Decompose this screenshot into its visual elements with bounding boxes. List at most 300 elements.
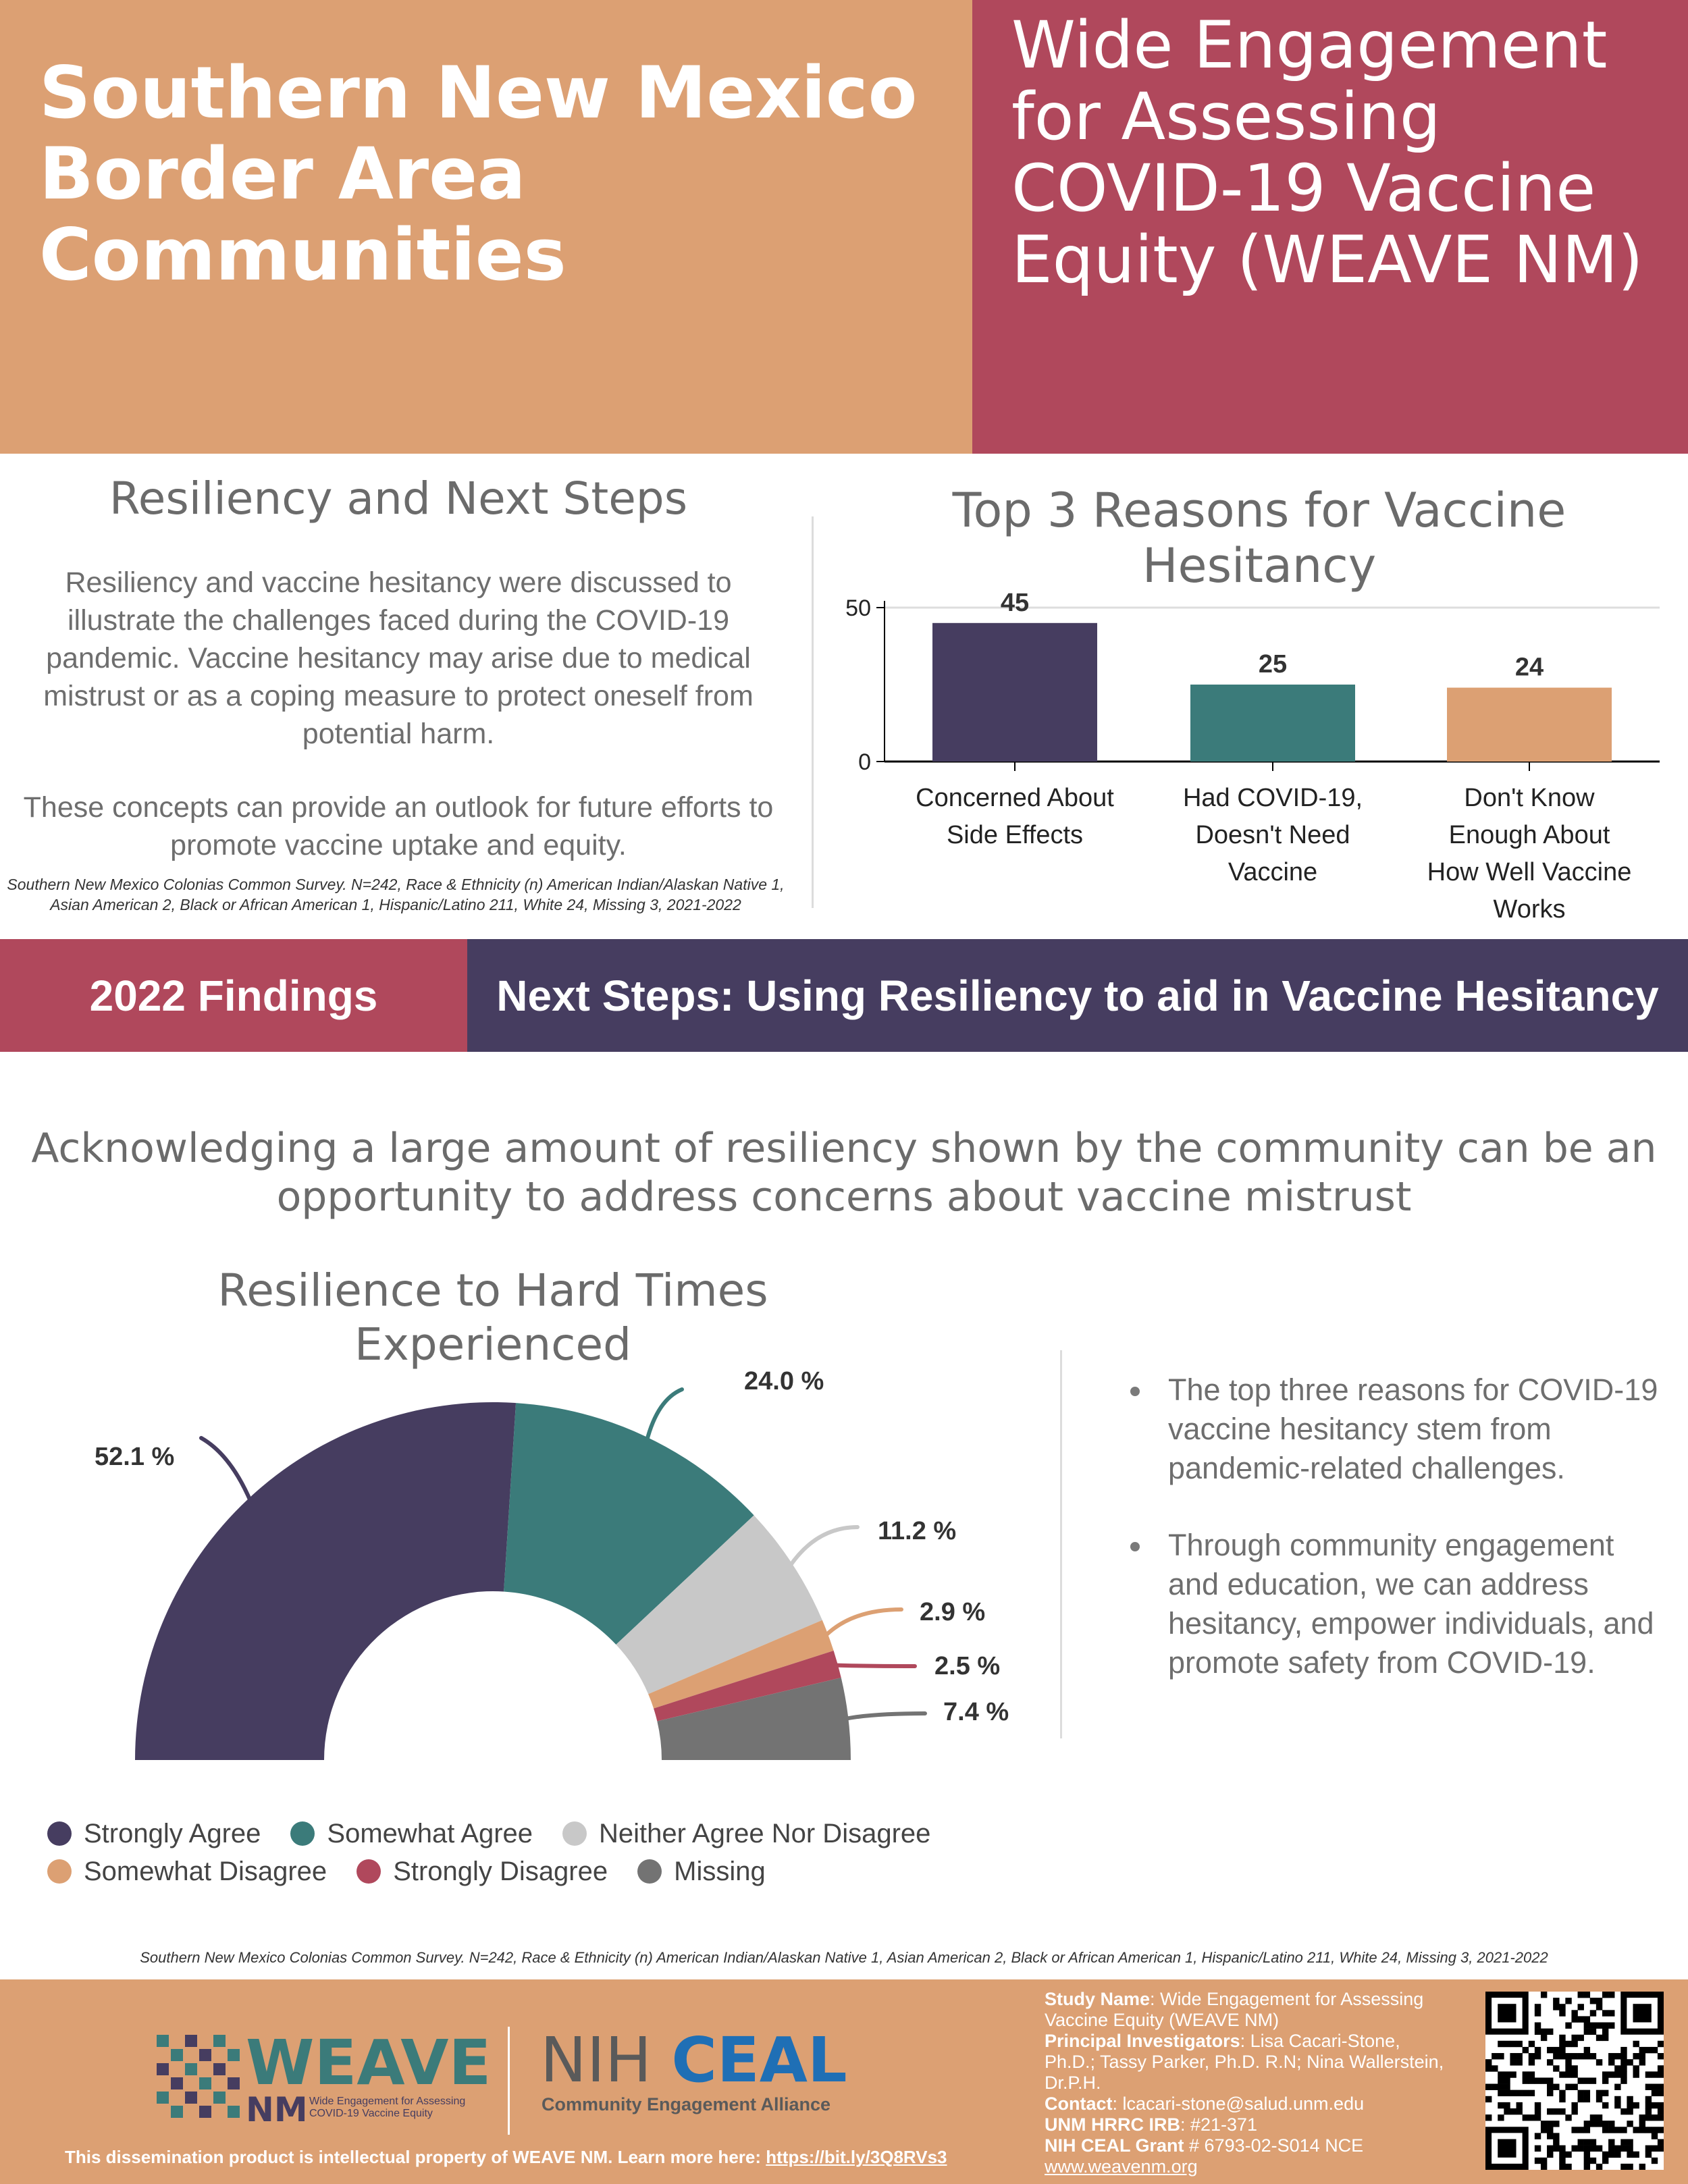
qr-module <box>1523 2071 1529 2077</box>
legend-label: Missing <box>674 1857 766 1886</box>
qr-module <box>1535 2114 1541 2121</box>
legend-item <box>637 1854 766 1889</box>
qr-module <box>1645 2071 1652 2077</box>
qr-code[interactable] <box>1485 1992 1664 2170</box>
qr-module <box>1541 2121 1547 2127</box>
qr-module <box>1498 2102 1504 2108</box>
qr-module <box>1602 2158 1608 2164</box>
ip-notice <box>65 2147 947 2168</box>
qr-module <box>1529 2059 1535 2065</box>
qr-module <box>1633 2102 1639 2108</box>
qr-module <box>1596 2035 1602 2041</box>
qr-module <box>1614 2146 1620 2152</box>
qr-module <box>1658 2065 1664 2071</box>
slice-value-label: 52.1 % <box>95 1443 175 1471</box>
qr-module <box>1620 2139 1627 2145</box>
weave-logo-tagline: Wide Engagement for Assessing COVID-19 Vaccine Equity <box>309 2096 466 2119</box>
legend-item <box>562 1816 930 1851</box>
qr-module <box>1565 1998 1571 2004</box>
leader-line <box>844 1713 925 1719</box>
qr-module <box>1584 2077 1590 2083</box>
qr-module <box>1516 2059 1523 2065</box>
qr-module <box>1504 2102 1510 2108</box>
header-left-panel <box>0 0 972 454</box>
qr-module <box>1529 2041 1535 2047</box>
qr-module <box>1627 2139 1633 2145</box>
nih-ceal-logo: NIH CEAL <box>540 2024 847 2096</box>
qr-module <box>1541 2077 1547 2083</box>
qr-module <box>1584 1992 1590 1998</box>
qr-module <box>1485 2065 1492 2071</box>
qr-module <box>1590 2146 1596 2152</box>
study-title: Wide Engagement for Assessing COVID-19 Vaccine Equity (WEAVE NM) <box>1011 7 1643 298</box>
qr-module <box>1614 2102 1620 2108</box>
qr-module <box>1658 2084 1664 2090</box>
qr-module <box>1627 2121 1633 2127</box>
qr-module <box>1608 2071 1614 2077</box>
qr-module <box>1620 2065 1627 2071</box>
legend-swatch <box>290 1821 315 1846</box>
qr-module <box>1571 2127 1577 2133</box>
qr-module <box>1614 2084 1620 2090</box>
qr-module <box>1498 2084 1504 2090</box>
qr-module <box>1510 2041 1516 2047</box>
qr-module <box>1571 2084 1577 2090</box>
qr-module <box>1559 2071 1565 2077</box>
qr-module <box>1596 2090 1602 2096</box>
qr-module <box>1553 2053 1559 2059</box>
logo-tile <box>171 2049 183 2061</box>
qr-module <box>1608 2121 1614 2127</box>
legend-item <box>290 1816 533 1851</box>
legend-swatch <box>47 1821 72 1846</box>
qr-module <box>1633 2041 1639 2047</box>
qr-module <box>1578 2139 1584 2145</box>
qr-module <box>1584 2152 1590 2158</box>
legend-swatch <box>562 1821 587 1846</box>
qr-module <box>1658 2053 1664 2059</box>
qr-module <box>1565 2071 1571 2077</box>
qr-module <box>1504 2077 1510 2083</box>
logo-divider <box>508 2027 510 2135</box>
leader-line <box>201 1438 251 1502</box>
logo-tile <box>199 2077 211 2089</box>
qr-module <box>1652 2071 1658 2077</box>
learn-more-link[interactable]: https://bit.ly/3Q8RVs3 <box>766 2147 947 2167</box>
qr-module <box>1571 2071 1577 2077</box>
qr-module <box>1602 2121 1608 2127</box>
qr-module <box>1633 2127 1639 2133</box>
chart-divider <box>1060 1350 1062 1738</box>
qr-module <box>1485 2096 1492 2102</box>
qr-module <box>1559 2096 1565 2102</box>
qr-module <box>1658 2090 1664 2096</box>
x-tick-label: Concerned About Side Effects <box>916 784 1114 849</box>
logo-tile <box>171 2106 183 2118</box>
findings-band: 2022 Findings <box>0 939 467 1052</box>
qr-module <box>1652 2133 1658 2139</box>
qr-module <box>1652 2127 1658 2133</box>
finding-bullet: Through community engagement and education, we can address hesitancy, empower individuals, and promote safety from COVID-19. <box>1129 1526 1662 1682</box>
qr-module <box>1584 2121 1590 2127</box>
slice-value-label: 2.9 % <box>920 1598 986 1626</box>
region-title: Southern New Mexico Border Area Communities <box>39 51 918 296</box>
qr-module <box>1658 2114 1664 2121</box>
study-info <box>1045 1989 1450 2177</box>
qr-module <box>1584 2029 1590 2035</box>
logo-tile <box>228 2049 240 2061</box>
slice-value-label: 24.0 % <box>744 1367 824 1395</box>
qr-module <box>1596 2096 1602 2102</box>
qr-module <box>1510 2059 1516 2065</box>
qr-module <box>1523 2114 1529 2121</box>
qr-module <box>1614 2071 1620 2077</box>
qr-module <box>1639 2164 1645 2170</box>
qr-module <box>1652 2158 1658 2164</box>
study-name-line: Study Name: Wide Engagement for Assessing Vaccine Equity (WEAVE NM) <box>1045 1989 1424 2030</box>
qr-module <box>1658 2146 1664 2152</box>
qr-module <box>1529 2071 1535 2077</box>
qr-module <box>1652 2084 1658 2090</box>
qr-module <box>1498 2114 1504 2121</box>
qr-module <box>1645 2102 1652 2108</box>
qr-module <box>1535 2029 1541 2035</box>
qr-module <box>1652 2102 1658 2108</box>
qr-module <box>1565 2164 1571 2170</box>
qr-module <box>1584 2127 1590 2133</box>
logo-tile <box>213 2092 226 2104</box>
qr-module <box>1535 2158 1541 2164</box>
bar <box>1447 688 1612 762</box>
qr-module <box>1516 2041 1523 2047</box>
qr-module <box>1535 2108 1541 2114</box>
qr-module <box>1658 2041 1664 2047</box>
qr-module <box>1620 2108 1627 2114</box>
legend-item <box>47 1854 327 1889</box>
qr-module <box>1535 2077 1541 2083</box>
qr-module <box>1645 2047 1652 2053</box>
qr-module <box>1658 2071 1664 2077</box>
survey-source-note: Southern New Mexico Colonias Common Survey. N=242, Race & Ethnicity (n) American Indian/Alaskan Native 1, Asian American 2, Black or African American 1, Hispanic/Latino 211, White 24, Missing 3, 2021-2022 <box>7 876 785 913</box>
qr-module <box>1571 2146 1577 2152</box>
qr-module <box>1645 2127 1652 2133</box>
qr-module <box>1639 2053 1645 2059</box>
qr-module <box>1645 2084 1652 2090</box>
legend-label: Somewhat Disagree <box>84 1857 327 1886</box>
qr-module <box>1547 2077 1553 2083</box>
slice-value-label: 7.4 % <box>943 1698 1009 1726</box>
qr-module <box>1578 2016 1584 2022</box>
qr-module <box>1504 2041 1510 2047</box>
qr-module <box>1559 2010 1565 2016</box>
qr-module <box>1578 2004 1584 2010</box>
qr-module <box>1565 2065 1571 2071</box>
x-tick-label: Had COVID-19, Doesn't Need Vaccine <box>1182 784 1363 886</box>
qr-module <box>1498 2041 1504 2047</box>
qr-module <box>1627 2108 1633 2114</box>
investigators-line: Principal Investigators: Lisa Cacari-Stone, Ph.D.; Tassy Parker, Ph.D. R.N; Nina Wallerstein, Dr.P.H. <box>1045 2031 1444 2093</box>
qr-module <box>1553 2047 1559 2053</box>
qr-module <box>1652 2047 1658 2053</box>
qr-module <box>1614 2065 1620 2071</box>
qr-module <box>1590 2121 1596 2127</box>
qr-module <box>1627 2152 1633 2158</box>
qr-module <box>1498 2090 1504 2096</box>
qr-module <box>1578 2096 1584 2102</box>
qr-module <box>1529 2053 1535 2059</box>
qr-module <box>1553 1998 1559 2004</box>
qr-module <box>1523 2047 1529 2053</box>
logo-tile <box>228 2106 240 2118</box>
qr-module <box>1627 2096 1633 2102</box>
legend-swatch <box>47 1859 72 1884</box>
logo-tile <box>157 2035 169 2047</box>
resiliency-paragraph-2: These concepts can provide an outlook for future efforts to promote vaccine uptake and equity. <box>23 791 774 861</box>
qr-module <box>1516 2090 1523 2096</box>
qr-module <box>1571 2016 1577 2022</box>
qr-module <box>1584 2047 1590 2053</box>
qr-module <box>1596 2164 1602 2170</box>
qr-module <box>1535 2047 1541 2053</box>
qr-module <box>1578 2090 1584 2096</box>
qr-module <box>1584 2053 1590 2059</box>
weave-logo-nm: NM <box>246 2090 308 2129</box>
qr-module <box>1602 2023 1608 2029</box>
qr-module <box>1596 2004 1602 2010</box>
header-right-panel <box>972 0 1688 454</box>
logo-tile <box>171 2077 183 2089</box>
qr-module <box>1529 2077 1535 2083</box>
qr-module <box>1633 2152 1639 2158</box>
qr-module <box>1639 2114 1645 2121</box>
qr-module <box>1553 2004 1559 2010</box>
donut-chart <box>0 1343 1053 1809</box>
qr-module <box>1541 2029 1547 2035</box>
logo-tile <box>157 2092 169 2104</box>
qr-module <box>1535 2004 1541 2010</box>
qr-module <box>1620 2127 1627 2133</box>
qr-module <box>1590 1998 1596 2004</box>
qr-module <box>1516 2108 1523 2114</box>
qr-module <box>1602 2102 1608 2108</box>
finding-bullet: The top three reasons for COVID-19 vaccine hesitancy stem from pandemic-related challenges. <box>1129 1370 1662 1488</box>
qr-module <box>1608 2152 1614 2158</box>
qr-module <box>1639 2121 1645 2127</box>
donut-legend <box>47 1816 993 1892</box>
qr-module <box>1602 2077 1608 2083</box>
qr-module <box>1565 2023 1571 2029</box>
qr-module <box>1620 2071 1627 2077</box>
qr-module <box>1523 2077 1529 2083</box>
bar-value-label: 45 <box>1000 588 1030 617</box>
resiliency-subheading: Acknowledging a large amount of resiliency shown by the community can be an opportunity to address concerns about vaccine mistrust <box>31 1125 1657 1221</box>
qr-module <box>1510 2071 1516 2077</box>
qr-module <box>1614 2152 1620 2158</box>
qr-module <box>1535 2053 1541 2059</box>
qr-module <box>1504 2108 1510 2114</box>
bottom-survey-source: Southern New Mexico Colonias Common Survey. N=242, Race & Ethnicity (n) American Indian/Alaskan Native 1, Asian American 2, Black or African American 1, Hispanic/Latino 211, White 24, Missing 3, 2021-2022 <box>140 1949 1548 1966</box>
qr-finder <box>1498 2004 1516 2022</box>
qr-module <box>1645 2146 1652 2152</box>
qr-module <box>1547 2121 1553 2127</box>
qr-module <box>1504 2084 1510 2090</box>
qr-module <box>1565 2084 1571 2090</box>
qr-module <box>1584 2139 1590 2145</box>
website-link[interactable]: www.weavenm.org <box>1045 2156 1198 2177</box>
qr-module <box>1578 2127 1584 2133</box>
donut-slice <box>135 1402 516 1760</box>
qr-module <box>1535 2146 1541 2152</box>
qr-module <box>1547 2133 1553 2139</box>
qr-module <box>1571 2010 1577 2016</box>
qr-module <box>1547 2146 1553 2152</box>
qr-module <box>1596 2121 1602 2127</box>
weave-logo-mark <box>157 2035 244 2123</box>
legend-label: Somewhat Agree <box>327 1819 533 1848</box>
logo-tile <box>185 2035 197 2047</box>
qr-module <box>1559 2035 1565 2041</box>
logo-tile <box>213 2063 226 2075</box>
qr-module <box>1559 2164 1565 2170</box>
qr-module <box>1553 2084 1559 2090</box>
qr-module <box>1620 2047 1627 2053</box>
leader-line <box>824 1609 901 1636</box>
qr-module <box>1614 2127 1620 2133</box>
qr-module <box>1492 2065 1498 2071</box>
bar-value-label: 25 <box>1258 650 1288 678</box>
qr-module <box>1559 2041 1565 2047</box>
qr-module <box>1559 2146 1565 2152</box>
qr-module <box>1584 2090 1590 2096</box>
x-tick-label: Don't Know Enough About How Well Vaccine Works <box>1427 784 1632 924</box>
logo-tile <box>228 2077 240 2089</box>
qr-module <box>1645 2108 1652 2114</box>
qr-module <box>1596 1998 1602 2004</box>
qr-module <box>1553 2139 1559 2145</box>
qr-module <box>1602 2010 1608 2016</box>
slice-value-label: 11.2 % <box>878 1517 957 1545</box>
y-tick-label: 0 <box>858 749 871 775</box>
qr-module <box>1590 2158 1596 2164</box>
qr-module <box>1559 2090 1565 2096</box>
qr-module <box>1584 2023 1590 2029</box>
qr-finder <box>1633 2004 1651 2022</box>
qr-module <box>1559 2152 1565 2158</box>
bar-chart <box>810 587 1688 938</box>
qr-module <box>1553 2121 1559 2127</box>
legend-label: Strongly Agree <box>84 1819 261 1848</box>
qr-module <box>1498 2053 1504 2059</box>
qr-module <box>1535 2023 1541 2029</box>
qr-module <box>1504 2071 1510 2077</box>
logo-tile <box>157 2063 169 2075</box>
qr-module <box>1571 2053 1577 2059</box>
qr-module <box>1541 1992 1547 1998</box>
qr-module <box>1639 2047 1645 2053</box>
qr-module <box>1547 2127 1553 2133</box>
qr-module <box>1547 2029 1553 2035</box>
qr-module <box>1553 2108 1559 2114</box>
qr-module <box>1639 2059 1645 2065</box>
qr-module <box>1645 2152 1652 2158</box>
qr-module <box>1590 2139 1596 2145</box>
logo-tile <box>199 2106 211 2118</box>
qr-module <box>1608 2146 1614 2152</box>
logo-tile <box>213 2035 226 2047</box>
qr-module <box>1571 2035 1577 2041</box>
qr-module <box>1504 2090 1510 2096</box>
qr-module <box>1596 2146 1602 2152</box>
qr-module <box>1523 2090 1529 2096</box>
qr-module <box>1639 2127 1645 2133</box>
qr-module <box>1633 2053 1639 2059</box>
bar <box>932 623 1097 762</box>
donut-chart-title: Resilience to Hard Times Experienced <box>217 1264 768 1370</box>
qr-module <box>1590 2023 1596 2029</box>
qr-module <box>1652 2114 1658 2121</box>
leader-line <box>834 1665 915 1666</box>
qr-module <box>1627 2059 1633 2065</box>
leader-line <box>647 1389 682 1441</box>
qr-module <box>1565 2152 1571 2158</box>
legend-item <box>357 1854 608 1889</box>
slice-value-label: 2.5 % <box>934 1652 1001 1680</box>
grant-line: NIH CEAL Grant # 6793-02-S014 NCE <box>1045 2135 1364 2156</box>
qr-module <box>1602 2152 1608 2158</box>
qr-module <box>1547 2152 1553 2158</box>
qr-module <box>1584 2096 1590 2102</box>
bar-value-label: 24 <box>1514 653 1544 682</box>
qr-module <box>1492 2084 1498 2090</box>
qr-module <box>1652 2146 1658 2152</box>
qr-module <box>1602 2127 1608 2133</box>
qr-module <box>1596 2114 1602 2121</box>
qr-module <box>1658 2127 1664 2133</box>
qr-module <box>1633 2065 1639 2071</box>
qr-module <box>1584 2146 1590 2152</box>
qr-module <box>1559 2047 1565 2053</box>
qr-module <box>1584 2164 1590 2170</box>
qr-module <box>1590 2114 1596 2121</box>
logo-tile <box>199 2049 211 2061</box>
qr-module <box>1571 2041 1577 2047</box>
qr-module <box>1608 2139 1614 2145</box>
qr-module <box>1559 2004 1565 2010</box>
qr-module <box>1529 2090 1535 2096</box>
ip-notice-text: This dissemination product is intellectual property of WEAVE NM. Learn more here: <box>65 2147 766 2167</box>
qr-module <box>1498 2071 1504 2077</box>
qr-module <box>1516 2053 1523 2059</box>
qr-module <box>1658 2108 1664 2114</box>
qr-module <box>1584 2016 1590 2022</box>
qr-module <box>1571 2065 1577 2071</box>
qr-module <box>1485 2059 1492 2065</box>
bar-chart-title: Top 3 Reasons for Vaccine Hesitancy <box>952 483 1566 593</box>
qr-module <box>1608 2053 1614 2059</box>
qr-module <box>1658 2102 1664 2108</box>
qr-module <box>1620 2146 1627 2152</box>
qr-module <box>1541 2127 1547 2133</box>
qr-module <box>1565 2059 1571 2065</box>
bar <box>1190 685 1355 762</box>
weave-logo-text: WEAVE <box>246 2027 492 2099</box>
qr-module <box>1565 2053 1571 2059</box>
y-tick-label: 50 <box>845 595 871 621</box>
qr-module <box>1578 1992 1584 1998</box>
qr-module <box>1492 2053 1498 2059</box>
contact-line: Contact: lcacari-stone@salud.unm.edu <box>1045 2094 1365 2114</box>
qr-module <box>1485 2114 1492 2121</box>
